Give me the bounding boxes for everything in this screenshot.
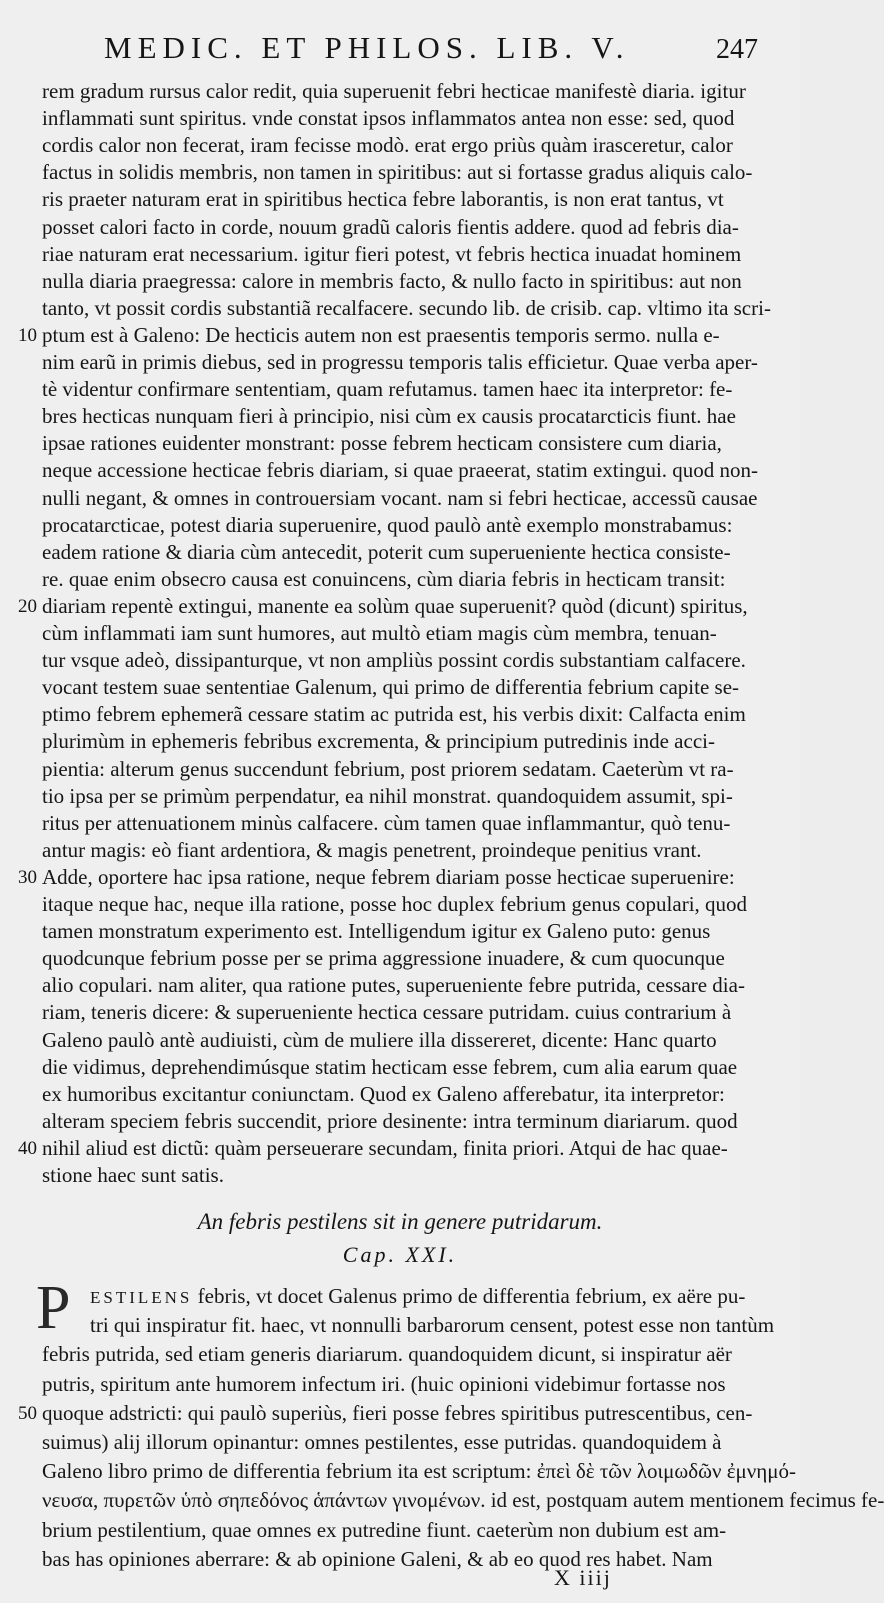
text-line: tio ipsa per se primùm perpendatur, ea nihil monstrat. quandoquidem assumit, spi- [42,783,733,808]
text-line: riae naturam erat necessarium. igitur fieri potest, vt febris hectica inuadat hominem [42,241,742,266]
chapter-first-line-text: febris, vt docet Galenus primo de differentia febrium, ex aëre pu- [192,1284,746,1308]
text-line: riam, teneris dicere: & superueniente hectica cessare putridam. cuius contrarium à [42,1000,732,1025]
text-line: ritus per attenuationem minùs calfacere. cùm tamen quae inflammantur, quò tenu- [42,810,731,835]
text-line: alio copulari. nam aliter, qua ratione putes, superueniente febre putrida, cessare dia- [42,973,745,998]
text-line: Adde, oportere hac ipsa ratione, neque febrem diariam posse hecticae superuenire: [42,864,735,889]
text-line: ptimo febrem ephemerã cessare statim ac putrida est, his verbis dixit: Calfacta enim [42,702,746,727]
chapter-text-line: bas has opiniones aberrare: & ab opinione Galeni, & ab eo quod res habet. Nam [42,1546,713,1571]
text-line: nulli negant, & omnes in controuersiam vocant. nam si febri hecticae, accessũ causae [42,485,758,510]
margin-line-number: 40 [18,1137,37,1159]
text-line: ptum est à Galeno: De hecticis autem non est praesentis temporis sermo. nulla e- [42,322,720,347]
text-line: neque accessione hecticae febris diariam, si quae praeerat, statim extingui. quod non- [42,458,759,483]
text-line: quodcunque febrium posse per se prima aggressione inuadere, & cum quocunque [42,946,725,971]
chapter-number: Cap. XXI. [342,1242,458,1267]
text-line: ex humoribus excitantur coniunctam. Quod ex Galeno afferebatur, ita interpretor: [42,1081,725,1106]
text-line: Galeno paulò antè audiuisti, cùm de muliere illa dissereret, dicente: Hanc quarto [42,1027,717,1052]
text-line: die vidimus, deprehendimúsque statim hecticam esse febrem, cum alia earum quae [42,1054,738,1079]
text-line: eadem ratione & diaria cùm antecedit, poterit cum superueniente hectica consiste- [42,539,731,564]
text-line: alteram speciem febris succendit, priore desinente: intra terminum diariarum. quod [42,1108,738,1133]
first-word-smallcaps: ESTILENS [90,1288,193,1307]
chapter-text-line: Galeno libro primo de differentia febrium ita est scriptum: ἐπεὶ δὲ τῶν λοιμωδῶν ἐμνημό- [42,1459,797,1484]
text-line: cordis calor non fecerat, iram fecisse modò. erat ergo priùs quàm irasceretur, calor [42,133,733,158]
text-line: inflammati sunt spiritus. vnde constat ipsos inflammatos antea non esse: sed, quod [42,106,735,131]
chapter-text-line: brium pestilentium, quae omnes ex putredine fiunt. caeterùm non dubium est am- [42,1517,727,1542]
text-line: tamen monstratum experimento est. Intelligendum igitur ex Galeno puto: genus [42,919,711,944]
chapter-title: An febris pestilens sit in genere putridarum. [197,1209,603,1234]
margin-line-number: 50 [18,1402,37,1424]
text-line: procatarcticae, potest diaria superuenire, quod paulò antè exemplo monstrabamus: [42,512,733,537]
text-line: nim earũ in primis diebus, sed in progressu temporis talis efficietur. Quae verba aper- [42,350,758,374]
margin-line-number: 30 [18,866,37,888]
text-line: stione haec sunt satis. [42,1163,224,1187]
text-line: antur magis: eò fiant ardentiora, & magis penetrent, proindeque penitius vrant. [42,837,702,862]
text-line: plurimùm in ephemeris febribus excrementa, & principium putredinis inde acci- [42,729,715,754]
text-line: pientia: alterum genus succendunt febrium, post priorem sedatam. Caeterùm vt ra- [42,756,734,781]
margin-line-number: 20 [18,595,37,617]
chapter-text-line: suimus) alij illorum opinantur: omnes pestilentes, esse putridas. quandoquidem à [42,1430,722,1454]
page-number: 247 [716,34,758,65]
chapter-text-line: νευσα, πυρετῶν ὑπὸ σηπεδόνος ἁπάντων γινομένων. id est, postquam autem mentionem fecimus fe- [42,1488,884,1513]
chapter-text-line: tri qui inspiratur fit. haec, vt nonnulli barbarorum censent, potest esse non tantùm [90,1313,775,1338]
text-line: tè videntur confirmare sententiam, quam refutamus. tamen haec ita interpretor: fe- [42,377,733,402]
text-line: cùm inflammati iam sunt humores, aut multò etiam magis cùm membra, tenuan- [42,621,717,645]
chapter-text-line: febris putrida, sed etiam generis diariarum. quandoquidem dicunt, si inspiratur aër [42,1342,732,1367]
margin-line-number: 10 [18,324,37,346]
running-title: MEDIC. ET PHILOS. LIB. V. [104,30,630,65]
text-line: itaque neque hac, neque illa ratione, posse hoc duplex febrium genus copulari, quod [42,892,748,916]
text-line: rem gradum rursus calor redit, quia superuenit febri hecticae manifestè diaria. igitur [42,79,746,103]
chapter-text-line [90,1283,820,1311]
text-line: re. quae enim obsecro causa est conuincens, cùm diaria febris in hecticam transit: [42,566,726,591]
text-line: ipsae rationes euidenter monstrant: posse febrem hecticam consistere cum diaria, [42,431,722,456]
chapter-text-line: putris, spiritum ante humorem infectum iri. (huic opinioni videbimur fortasse nos [42,1371,726,1396]
text-line: diariam repentè extingui, manente ea solùm quae superuenit? quòd (dicunt) spiritus, [42,593,748,618]
text-line: tur vsque adeò, dissipanturque, vt non ampliùs possint cordis substantiam calfacere. [42,648,746,673]
chapter-text-line: quoque adstricti: qui paulò superiùs, fieri posse febres spiritibus putrescentibus, cen- [42,1400,753,1425]
text-line: nihil aliud est dictũ: quàm perseuerare secundam, finita priori. Atqui de hac quae- [42,1135,728,1160]
text-line: tanto, vt possit cordis substantiã recalfacere. secundo lib. de crisib. cap. vltimo ita scri- [42,295,771,320]
text-line: posset calori facto in corde, nouum gradũ caloris fientis addere. quod ad febris dia- [42,214,739,239]
text-line: ris praeter naturam erat in spiritibus hectica febre laborantis, is non erat tantus, vt [42,187,724,212]
text-line: bres hecticas nunquam fieri à principio, nisi cùm ex causis procatarcticis fiunt. hae [42,404,736,429]
text-line: nulla diaria praegressa: calore in membris facto, & nullo facto in spiritibus: aut non [42,268,742,293]
text-line: vocant testem suae sententiae Galenum, qui primo de differentia febrium capite se- [42,675,740,700]
dropcap-initial: P [36,1274,71,1342]
text-line: factus in solidis membris, non tamen in spiritibus: aut si fortasse gradus aliquis calo- [42,160,753,185]
signature-mark: X iiij [554,1565,612,1590]
